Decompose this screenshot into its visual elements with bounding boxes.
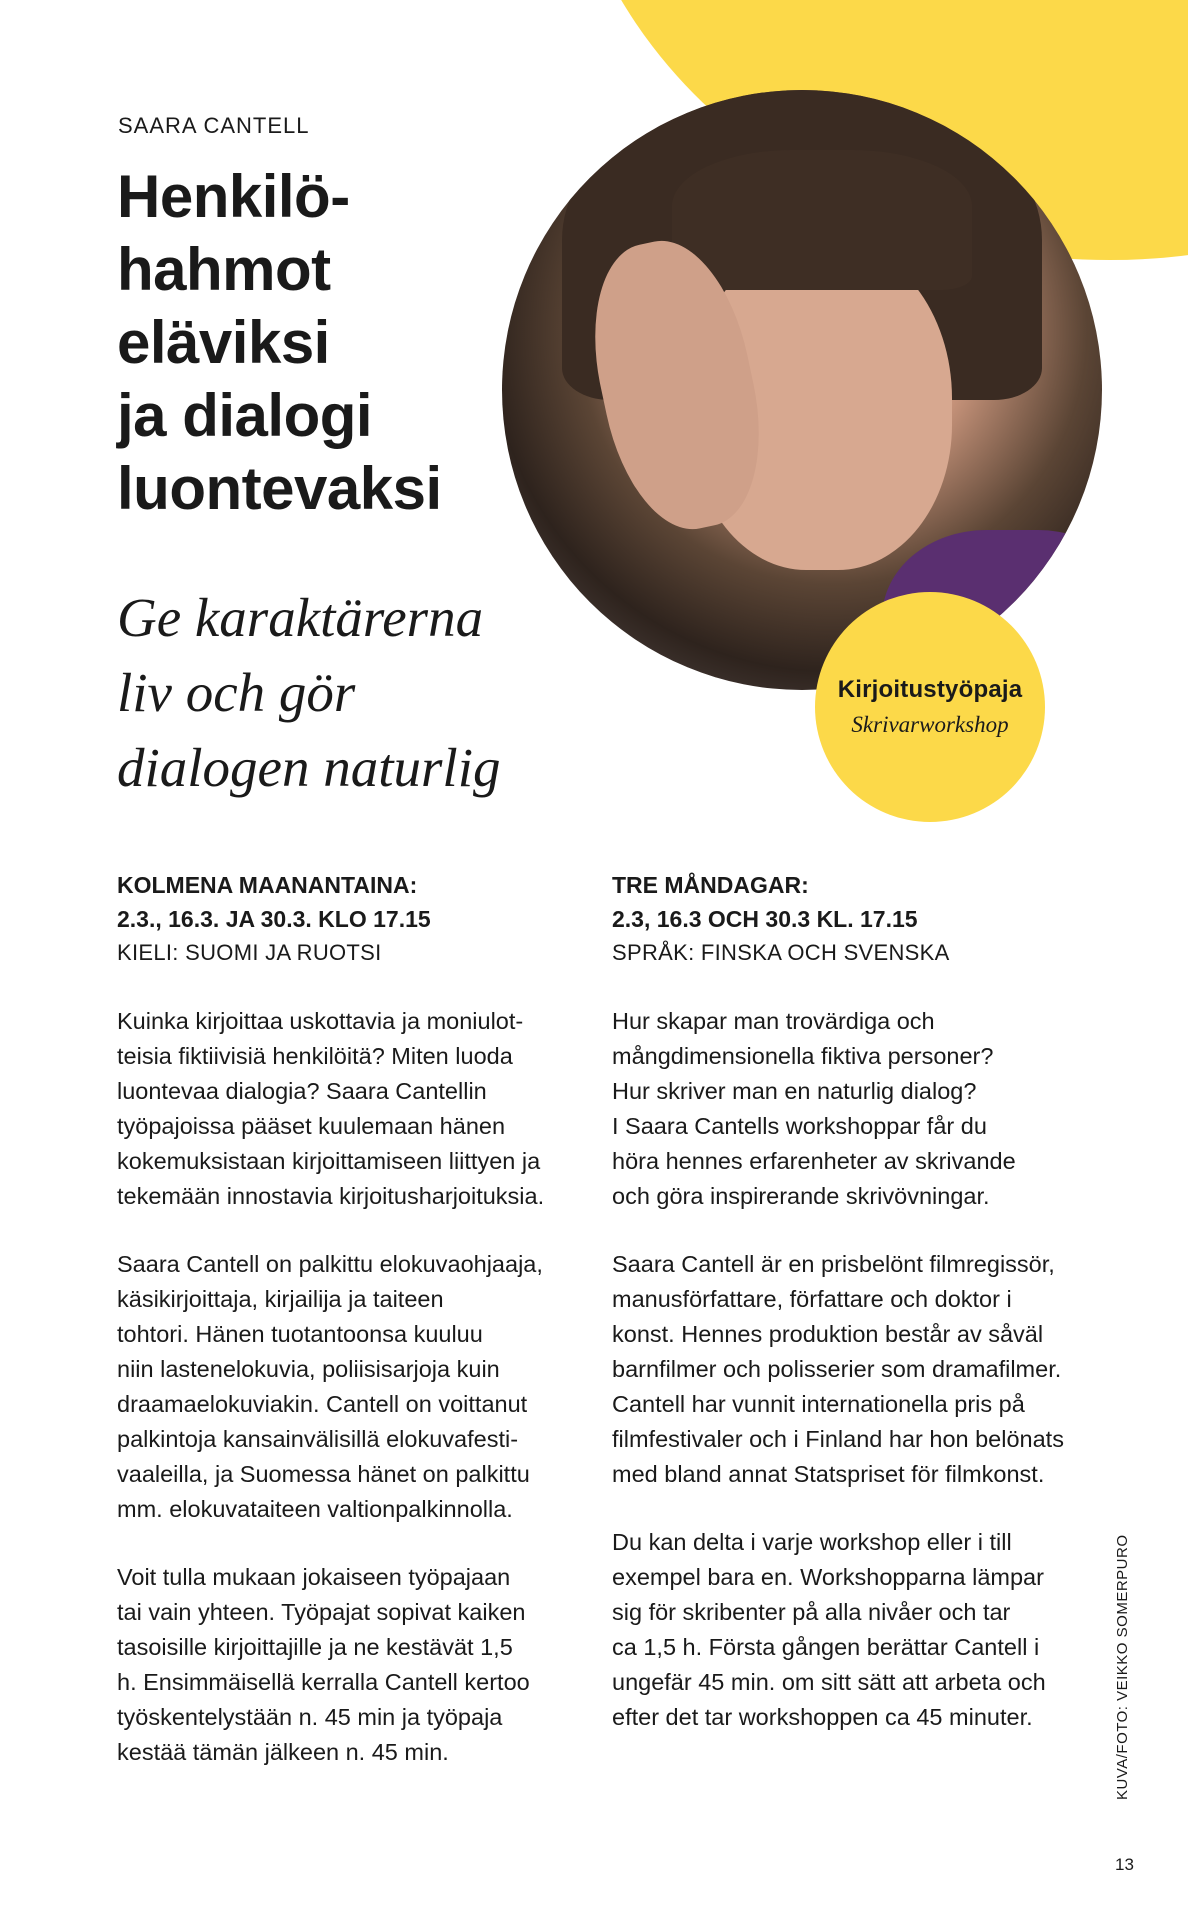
title-finnish: Henkilö- hahmot eläviksi ja dialogi luontevaksi [117, 163, 442, 522]
paragraph-bio: Saara Cantell är en prisbelönt filmregissör, manusförfattare, författare och doktor i konst. Hennes produktion består av såväl barnfilmer och polisserier som dramafilmer. Cantell har vunnit internationella pris på filmfestivaler och i Finland har hon belönats med bland annat Statspriset för filmkonst. [612, 1251, 1064, 1487]
schedule-dates: 2.3, 16.3 OCH 30.3 KL. 17.15 [612, 906, 918, 932]
schedule-language: KIELI: SUOMI JA RUOTSI [117, 940, 382, 965]
paragraph-intro: Hur skapar man trovärdiga och mångdimensionella fiktiva personer? Hur skriver man en naturlig dialog? I Saara Cantells workshoppar får du höra hennes erfarenheter av skrivande och göra inspirerande skrivövningar. [612, 1008, 1016, 1209]
page-number: 13 [1115, 1855, 1134, 1874]
finnish-column [117, 868, 597, 1770]
schedule-fi [117, 868, 597, 970]
workshop-badge [815, 592, 1045, 822]
paragraph-bio: Saara Cantell on palkittu elokuvaohjaaja, käsikirjoittaja, kirjailija ja taiteen tohtori. Hänen tuotantoonsa kuuluu niin lastenelokuvia, poliisisarjoja kuin draamaelokuviakin. Cantell on voittanut palkintoja kansainvälisillä elokuvafesti- vaaleilla, ja Suomessa hänet on palkittu mm. elokuvataiteen valtionpalkinnolla. [117, 1251, 543, 1522]
paragraph-details: Du kan delta i varje workshop eller i till exempel bara en. Workshopparna lämpar sig för skribenter på alla nivåer och tar ca 1,5 h. Första gången berättar Cantell i ungefär 45 min. om sitt sätt att arbeta och efter det tar workshoppen ca 45 minuter. [612, 1529, 1046, 1730]
schedule-dates: 2.3., 16.3. JA 30.3. KLO 17.15 [117, 906, 431, 932]
badge-label-sv: Skrivarworkshop [851, 712, 1009, 737]
paragraph-details: Voit tulla mukaan jokaiseen työpajaan tai vain yhteen. Työpajat sopivat kaiken tasoisille kirjoittajille ja ne kestävät 1,5 h. Ensimmäisellä kerralla Cantell kertoo työskentelystään n. 45 min ja työpaja kestää tämän jälkeen n. 45 min. [117, 1564, 530, 1765]
badge-label-fi: Kirjoitustyöpaja [837, 676, 1023, 703]
schedule-sv [612, 868, 1092, 970]
author-name: SAARA CANTELL [118, 113, 310, 138]
schedule-language: SPRÅK: FINSKA OCH SVENSKA [612, 940, 950, 965]
title-swedish: Ge karaktärerna liv och gör dialogen naturlig [117, 587, 501, 798]
schedule-title: KOLMENA MAANANTAINA: [117, 872, 418, 898]
paragraph-intro: Kuinka kirjoittaa uskottavia ja moniulot- teisia fiktiivisiä henkilöitä? Miten luoda luontevaa dialogia? Saara Cantellin työpajoissa pääset kuulemaan hänen kokemuksistaan kirjoittamiseen liittyen ja tekemään innostavia kirjoitusharjoituksia. [117, 1008, 545, 1209]
photo-credit: KUVA/FOTO: VEIKKO SOMERPURO [1114, 1534, 1131, 1800]
swedish-column [612, 868, 1092, 1735]
schedule-title: TRE MÅNDAGAR: [612, 872, 809, 898]
